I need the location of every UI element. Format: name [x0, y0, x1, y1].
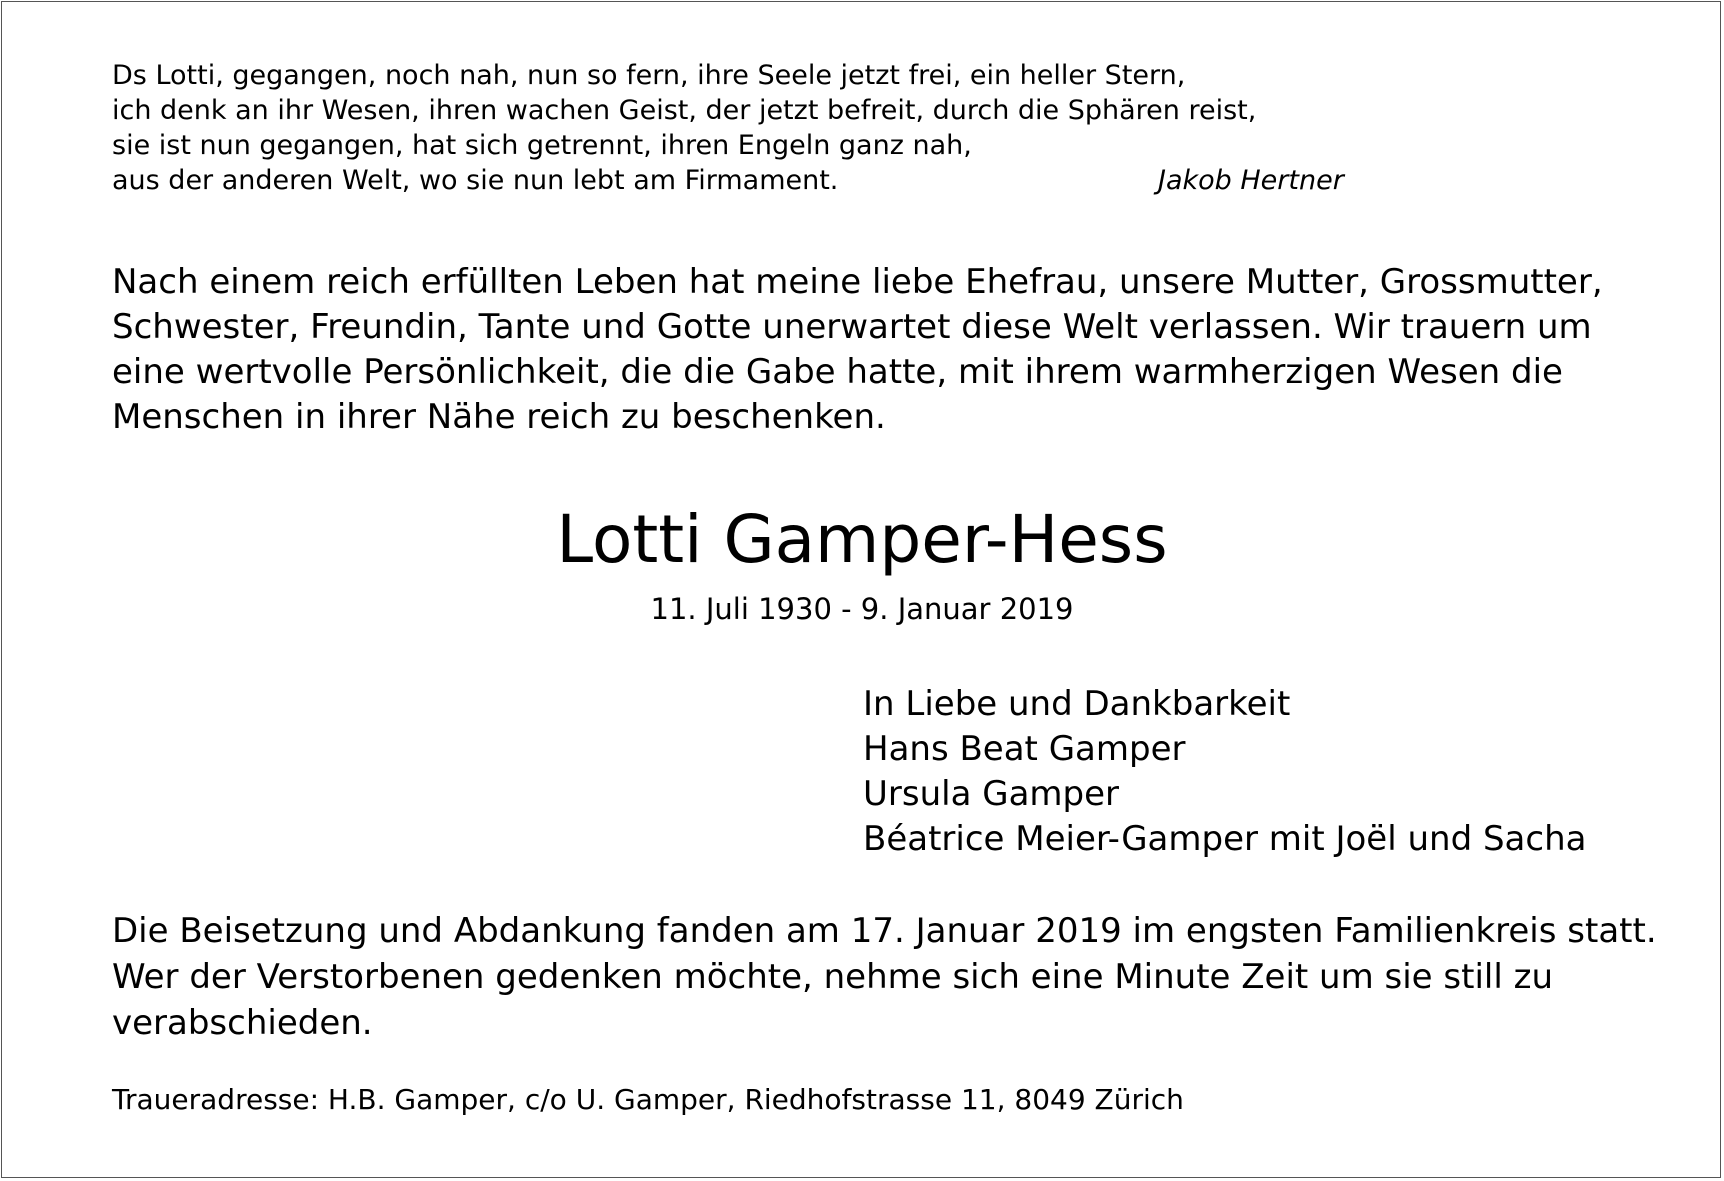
poem-line: ich denk an ihr Wesen, ihren wachen Geist, der jetzt befreit, durch die Sphären reist, — [112, 95, 1257, 126]
signature-line: Hans Beat Gamper — [863, 729, 1186, 769]
signatures — [863, 682, 1586, 862]
intro-paragraph: Nach einem reich erfüllten Leben hat meine liebe Ehefrau, unsere Mutter, Grossmutter, Schwester, Freundin, Tante und Gotte unerwartet diese Welt verlassen. Wir trauern um eine wertvolle Persönlichkeit, die die Gabe hatte, mit ihrem warmherzigen Wesen die Menschen in ihrer Nähe reich zu beschenken. — [112, 262, 1603, 437]
poem-line: sie ist nun gegangen, hat sich getrennt, ihren Engeln ganz nah, — [112, 130, 972, 161]
mourning-address: Traueradresse: H.B. Gamper, c/o U. Gamper, Riedhofstrasse 11, 8049 Zürich — [112, 1083, 1184, 1116]
signature-line: Ursula Gamper — [863, 774, 1119, 814]
poem-line: aus der anderen Welt, wo sie nun lebt am Firmament. — [112, 165, 839, 196]
signature-line: In Liebe und Dankbarkeit — [863, 684, 1291, 724]
poem-line: Ds Lotti, gegangen, noch nah, nun so fern, ihre Seele jetzt frei, ein heller Stern, — [112, 60, 1186, 91]
life-dates: 11. Juli 1930 - 9. Januar 2019 — [650, 592, 1074, 626]
funeral-paragraph: Die Beisetzung und Abdankung fanden am 17. Januar 2019 im engsten Familienkreis statt. Wer der Verstorbenen gedenken möchte, nehme sich eine Minute Zeit um sie still zu verabschieden. — [112, 911, 1657, 1043]
poem-author: Jakob Hertner — [1158, 165, 1344, 196]
deceased-name: Lotti Gamper-Hess — [556, 501, 1168, 578]
signature-line: Béatrice Meier-Gamper mit Joël und Sacha — [863, 819, 1587, 859]
